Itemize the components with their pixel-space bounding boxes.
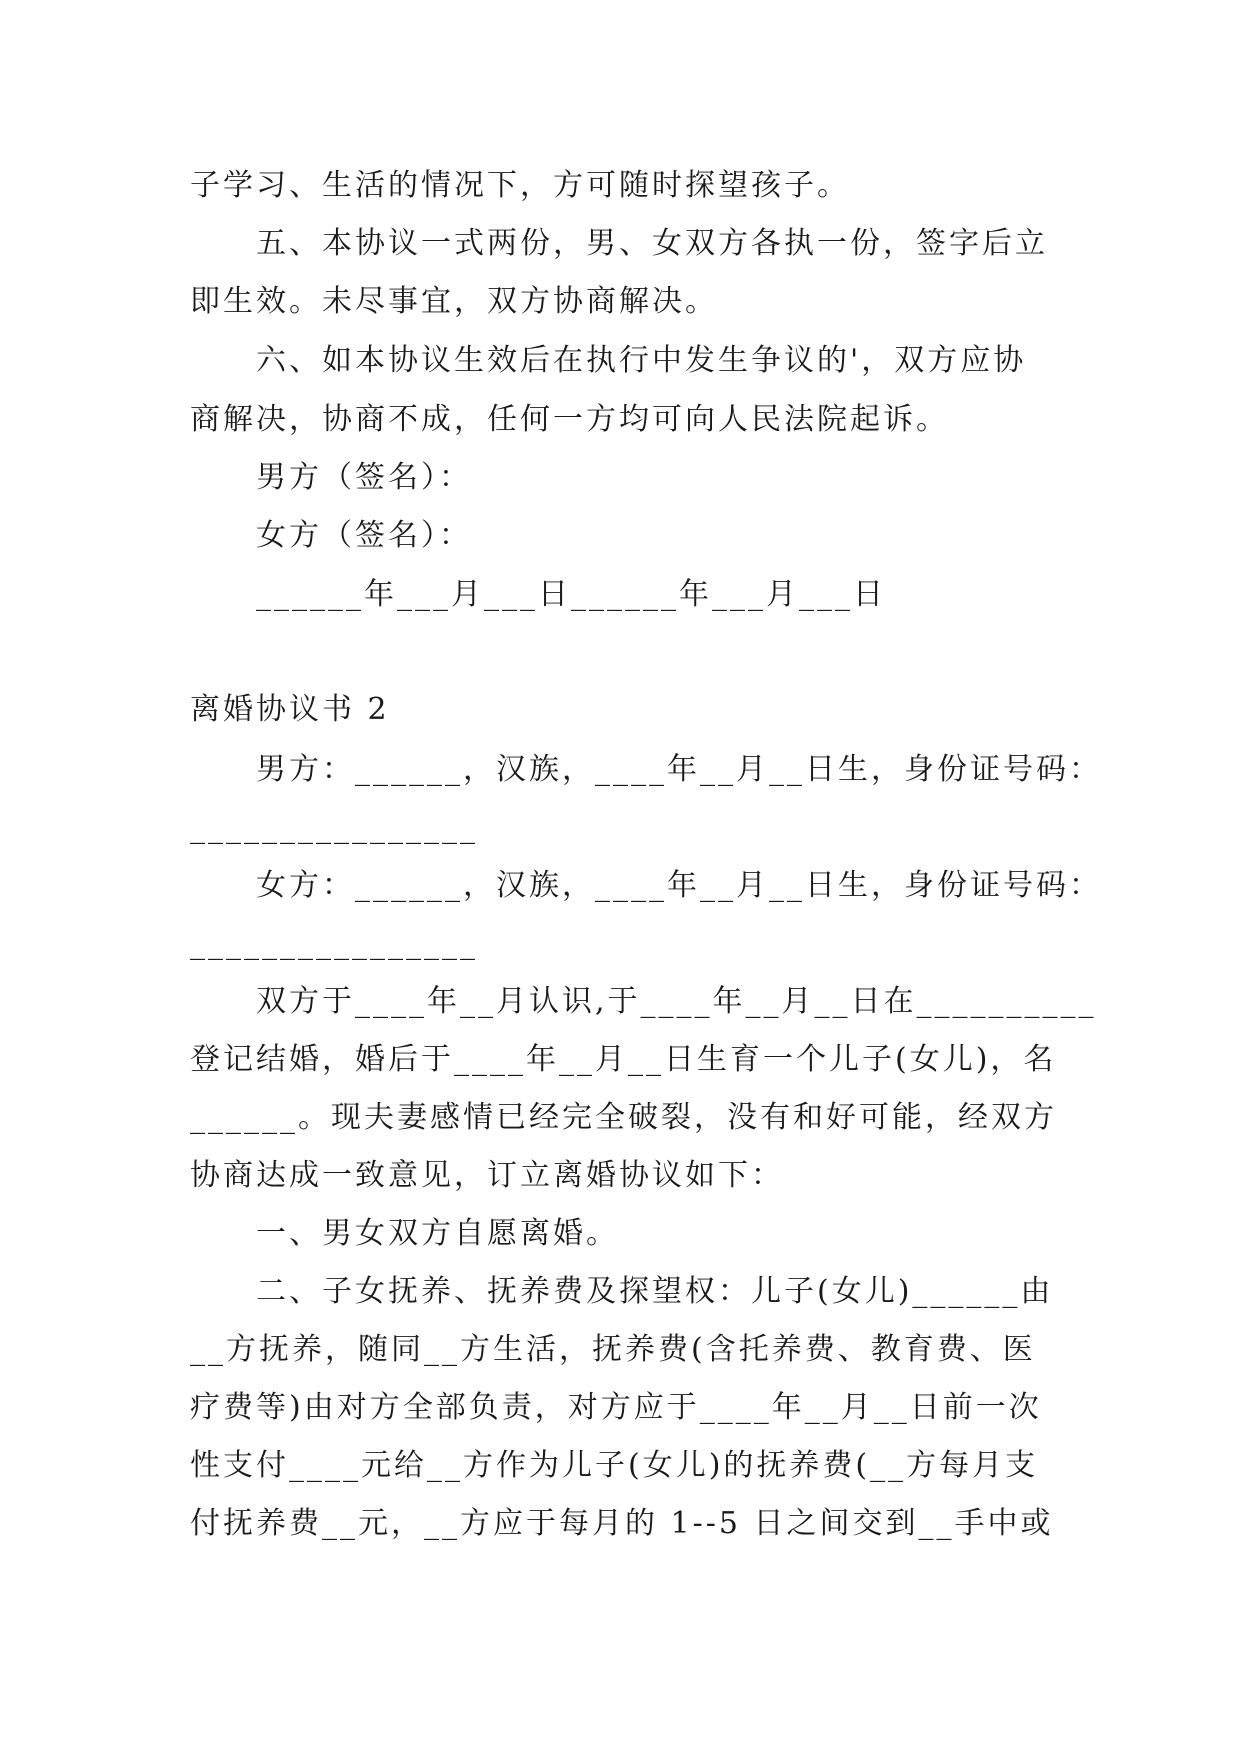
text-line: 协商达成一致意见，订立离婚协议如下： [190,1158,784,1193]
text-line: 登记结婚，婚后于____年__月__日生育一个儿子(女儿)，名 [190,1042,1057,1077]
text-line: ______。现夫妻感情已经完全破裂，没有和好可能，经双方 [190,1100,1057,1135]
text-line: 性支付____元给__方作为儿子(女儿)的抚养费(__方每月支 [190,1448,1039,1483]
text-line: 五、本协议一式两份，男、女双方各执一份，签字后立 [190,226,1048,261]
blank-line: ________________ [190,926,478,961]
text-line: 二、子女抚养、抚养费及探望权：儿子(女儿)______由 [190,1274,1054,1309]
text-line: 付抚养费__元，__方应于每月的 1--5 日之间交到__手中或 [190,1506,1054,1541]
text-line: __方抚养，随同__方生活，抚养费(含托养费、教育费、医 [190,1332,1036,1367]
text-line: 商解决，协商不成，任何一方均可向人民法院起诉。 [190,402,949,437]
text-line: 即生效。未尽事宜，双方协商解决。 [190,284,718,319]
text-line: 子学习、生活的情况下，方可随时探望孩子。 [190,168,850,203]
date-line: ______年___月___日______年___月___日 [190,577,886,612]
text-line: 女方：______，汉族，____年__月__日生，身份证号码： [190,868,1102,903]
blank-line: ________________ [190,810,478,845]
text-line: 六、如本协议生效后在执行中发生争议的'，双方应协 [190,343,1027,378]
text-line: 男方：______，汉族，____年__月__日生，身份证号码： [190,752,1102,787]
text-line: 一、男女双方自愿离婚。 [190,1216,619,1251]
text-line: 疗费等)由对方全部负责，对方应于____年__月__日前一次 [190,1390,1042,1425]
text-line: 双方于____年__月认识,于____年__月__日在__________ [190,984,1097,1019]
signature-line-female: 女方（签名）： [190,518,472,553]
document-title: 离婚协议书 2 [190,692,390,727]
signature-line-male: 男方（签名）： [190,460,472,495]
